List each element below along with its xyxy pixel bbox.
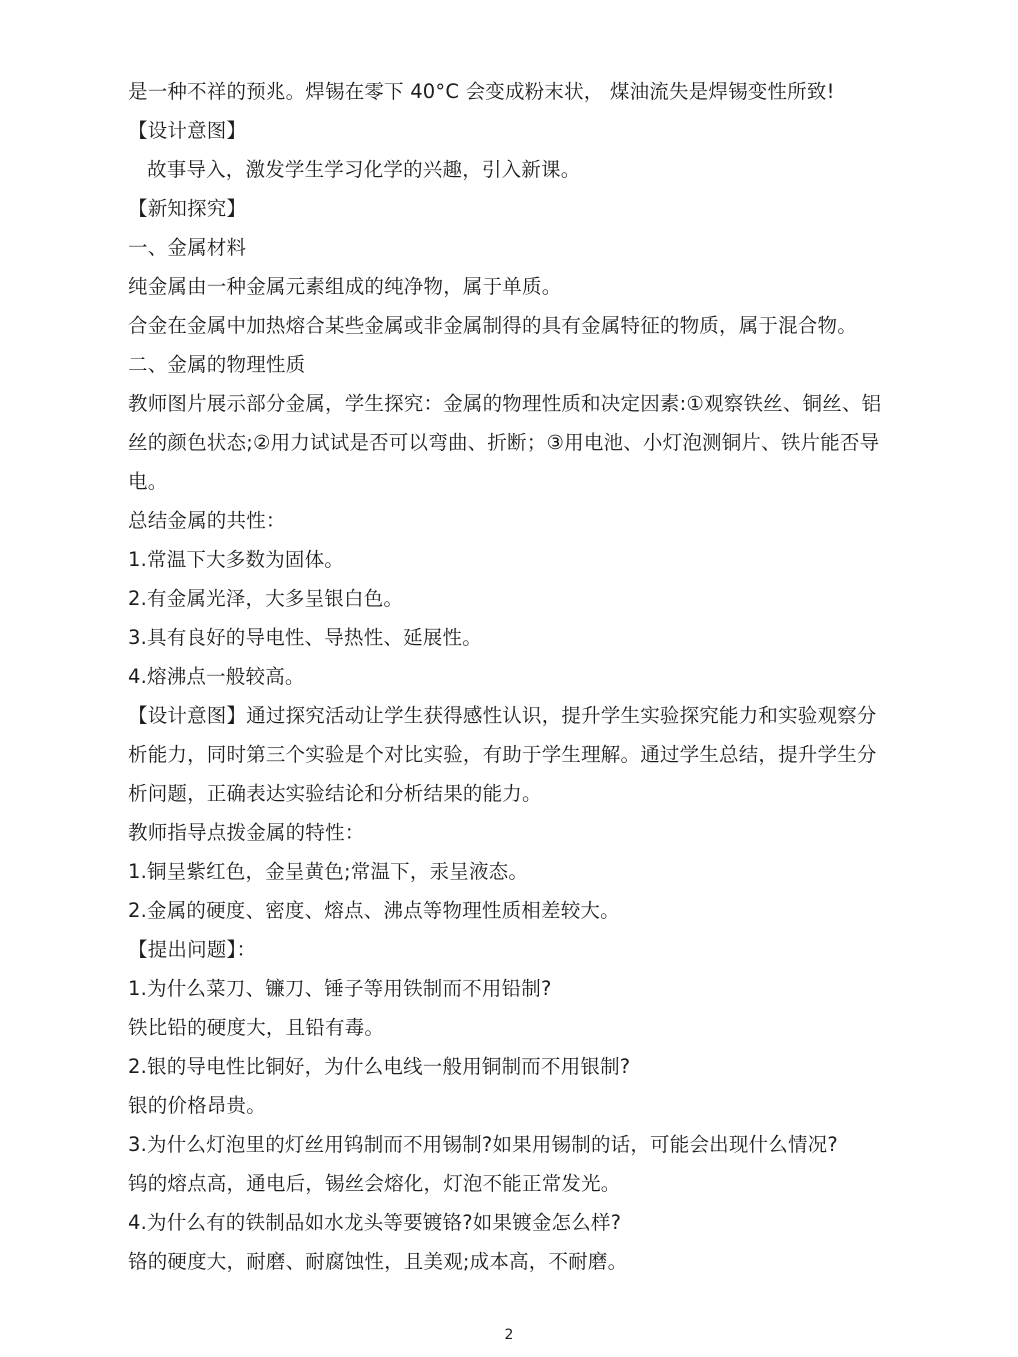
answer-item: 银的价格昂贵。 [128, 1094, 266, 1117]
text-line: 是一种不祥的预兆。焊锡在零下 40°C 会变成粉末状， 煤油流失是焊锡变性所致! [128, 80, 835, 103]
list-item: 2.有金属光泽，大多呈银白色。 [128, 587, 404, 610]
question-item: 2.银的导电性比铜好，为什么电线一般用铜制而不用银制? [128, 1055, 631, 1078]
text-line: 析能力，同时第三个实验是个对比实验，有助于学生理解。通过学生总结，提升学生分 [128, 743, 877, 766]
subheading-metal-materials: 一、金属材料 [128, 236, 247, 259]
section-heading-questions: 【提出问题】： [128, 938, 257, 961]
text-line: 纯金属由一种金属元素组成的纯净物，属于单质。 [128, 275, 562, 298]
page-number: 2 [504, 1327, 514, 1343]
list-item: 4.熔沸点一般较高。 [128, 665, 305, 688]
question-item: 4.为什么有的铁制品如水龙头等要镀铬?如果镀金怎么样? [128, 1211, 622, 1234]
text-line: 电。 [128, 470, 168, 493]
answer-item: 铬的硬度大，耐磨、耐腐蚀性，且美观;成本高，不耐磨。 [128, 1250, 628, 1273]
text-line: 合金在金属中加热熔合某些金属或非金属制得的具有金属特征的物质，属于混合物。 [128, 314, 857, 337]
text-line: 教师图片展示部分金属，学生探究：金属的物理性质和决定因素:①观察铁丝、铜丝、铝 [128, 392, 882, 415]
list-item: 2.金属的硬度、密度、熔点、沸点等物理性质相差较大。 [128, 899, 620, 922]
answer-item: 钨的熔点高，通电后，锡丝会熔化，灯泡不能正常发光。 [128, 1172, 621, 1195]
text-line: 丝的颜色状态;②用力试试是否可以弯曲、折断；③用电池、小灯泡测铜片、铁片能否导 [128, 431, 880, 454]
text-line: 析问题，正确表达实验结论和分析结果的能力。 [128, 782, 542, 805]
text-line: 故事导入，激发学生学习化学的兴趣，引入新课。 [147, 158, 581, 181]
text-line: 教师指导点拨金属的特性： [128, 821, 365, 844]
list-item: 1.铜呈紫红色，金呈黄色;常温下，汞呈液态。 [128, 860, 529, 883]
list-item: 1.常温下大多数为固体。 [128, 548, 345, 571]
subheading-physical-properties: 二、金属的物理性质 [128, 353, 306, 376]
text-line: 【设计意图】通过探究活动让学生获得感性认识，提升学生实验探究能力和实验观察分 [128, 704, 877, 727]
section-heading-design-intent: 【设计意图】 [128, 119, 247, 142]
answer-item: 铁比铅的硬度大，且铅有毒。 [128, 1016, 385, 1039]
question-item: 3.为什么灯泡里的灯丝用钨制而不用锡制?如果用锡制的话，可能会出现什么情况? [128, 1133, 838, 1156]
question-item: 1.为什么菜刀、镰刀、锤子等用铁制而不用铅制? [128, 977, 552, 1000]
list-item: 3.具有良好的导电性、导热性、延展性。 [128, 626, 482, 649]
document-body [128, 72, 898, 1281]
text-line: 总结金属的共性： [128, 509, 286, 532]
section-heading-new-knowledge: 【新知探究】 [128, 197, 247, 220]
